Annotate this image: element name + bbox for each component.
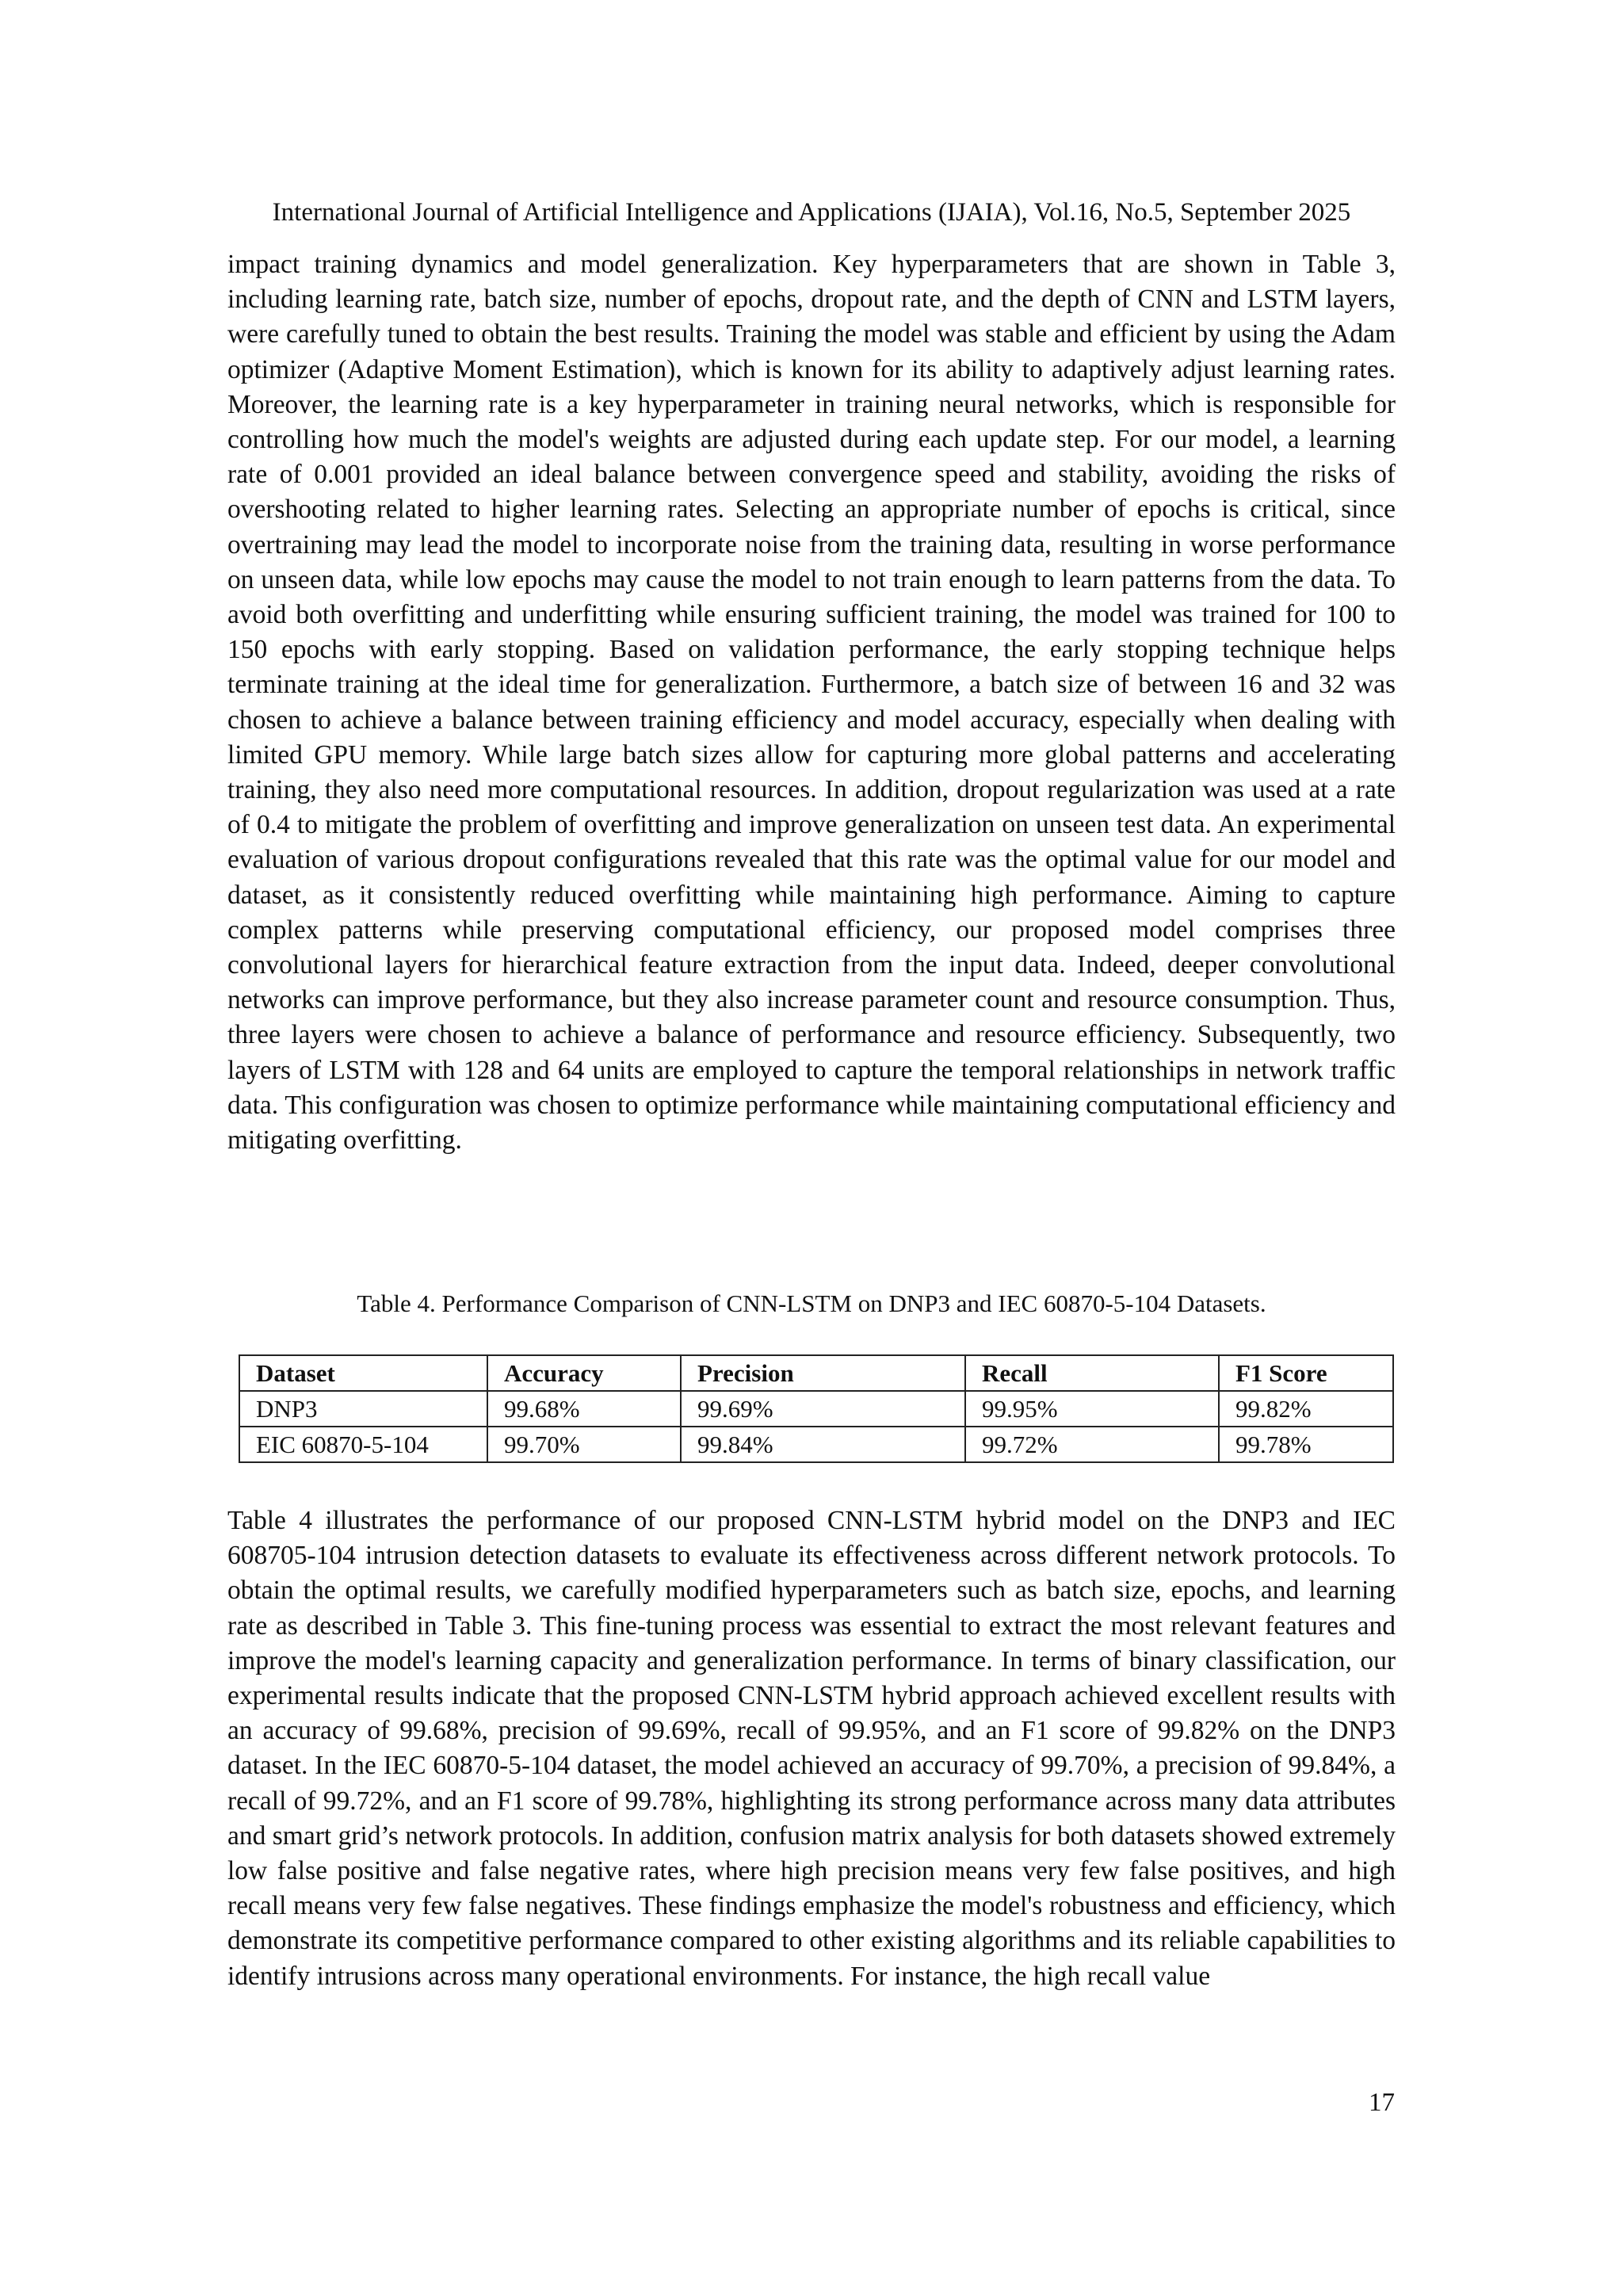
body-paragraph-results: Table 4 illustrates the performance of our proposed CNN-LSTM hybrid model on the DNP3 and IEC 608705-104 intrusion detection datasets to evaluate its effectiveness across different network protocols. To obtain the optimal results, we carefully modified hyperparameters such as batch size, epochs, and learning rate as described in Table 3. This fine-tuning process was essential to extract the most relevant features and improve the model's learning capacity and generalization performance. In terms of binary classification, our experimental results indicate that the proposed CNN-LSTM hybrid approach achieved excellent results with an accuracy of 99.68%, precision of 99.69%, recall of 99.95%, and an F1 score of 99.82% on the DNP3 dataset. In the IEC 60870-5-104 dataset, the model achieved an accuracy of 99.70%, a precision of 99.84%, a recall of 99.72%, and an F1 score of 99.78%, highlighting its strong performance across many data attributes and smart grid’s network protocols. In addition, confusion matrix analysis for both datasets showed extremely low false positive and false negative rates, where high precision means very few false positives, and high recall means very few false negatives. These findings emphasize the model's robustness and efficiency, which demonstrate its competitive performance compared to other existing algorithms and its reliable capabilities to identify intrusions across many operational environments. For instance, the high recall value bbox=[227, 1506, 1396, 1991]
table-header-row bbox=[239, 1355, 1393, 1391]
header-cell-f1-score: F1 Score bbox=[1219, 1355, 1393, 1391]
header-cell-dataset: Dataset bbox=[239, 1355, 487, 1391]
table-cell: 99.84% bbox=[681, 1427, 965, 1462]
table-row bbox=[239, 1391, 1393, 1427]
page-number: 17 bbox=[1369, 2088, 1395, 2117]
table-cell: EIC 60870-5-104 bbox=[239, 1427, 487, 1462]
header-cell-recall: Recall bbox=[965, 1355, 1219, 1391]
table-cell: 99.72% bbox=[965, 1427, 1219, 1462]
table-row bbox=[239, 1427, 1393, 1462]
table-caption: Table 4. Performance Comparison of CNN-LSTM on DNP3 and IEC 60870-5-104 Datasets. bbox=[357, 1289, 1266, 1317]
table-cell: 99.78% bbox=[1219, 1427, 1393, 1462]
table-cell: 99.68% bbox=[487, 1391, 681, 1427]
table-cell: DNP3 bbox=[239, 1391, 487, 1427]
table-cell: 99.82% bbox=[1219, 1391, 1393, 1427]
table-cell: 99.95% bbox=[965, 1391, 1219, 1427]
header-cell-accuracy: Accuracy bbox=[487, 1355, 681, 1391]
body-paragraph-hyperparameters: impact training dynamics and model generalization. Key hyperparameters that are shown in Table 3, including learning rate, batch size, number of epochs, dropout rate, and the depth of CNN and LSTM layers, were carefully tuned to obtain the best results. Training the model was stable and efficient by using the Adam optimizer (Adaptive Moment Estimation), which is known for its ability to adaptively adjust learning rates. Moreover, the learning rate is a key hyperparameter in training neural networks, which is responsible for controlling how much the model's weights are adjusted during each update step. For our model, a learning rate of 0.001 provided an ideal balance between convergence speed and stability, avoiding the risks of overshooting related to higher learning rates. Selecting an appropriate number of epochs is critical, since overtraining may lead the model to incorporate noise from the training data, resulting in worse performance on unseen data, while low epochs may cause the model to not train enough to learn patterns from the data. To avoid both overfitting and underfitting while ensuring sufficient training, the model was trained for 100 to 150 epochs with early stopping. Based on validation performance, the early stopping technique helps terminate training at the ideal time for generalization. Furthermore, a batch size of between 16 and 32 was chosen to achieve a balance between training efficiency and model accuracy, especially when dealing with limited GPU memory. While large batch sizes allow for capturing more global patterns and accelerating training, they also need more computational resources. In addition, dropout regularization was used at a rate of 0.4 to mitigate the problem of overfitting and improve generalization on unseen test data. An experimental evaluation of various dropout configurations revealed that this rate was the optimal value for our model and dataset, as it consistently reduced overfitting while maintaining high performance. Aiming to capture complex patterns while preserving computational efficiency, our proposed model comprises three convolutional layers for hierarchical feature extraction from the input data. Indeed, deeper convolutional networks can improve performance, but they also increase parameter count and resource consumption. Thus, three layers were chosen to achieve a balance of performance and resource efficiency. Subsequently, two layers of LSTM with 128 and 64 units are employed to capture the temporal relationships in network traffic data. This configuration was chosen to optimize performance while maintaining computational efficiency and mitigating overfitting. bbox=[227, 250, 1396, 1156]
header-cell-precision: Precision bbox=[681, 1355, 965, 1391]
running-header: International Journal of Artificial Intelligence and Applications (IJAIA), Vol.16, No.5, September 2025 bbox=[272, 198, 1351, 227]
performance-table bbox=[239, 1354, 1394, 1463]
table-cell: 99.70% bbox=[487, 1427, 681, 1462]
table-cell: 99.69% bbox=[681, 1391, 965, 1427]
